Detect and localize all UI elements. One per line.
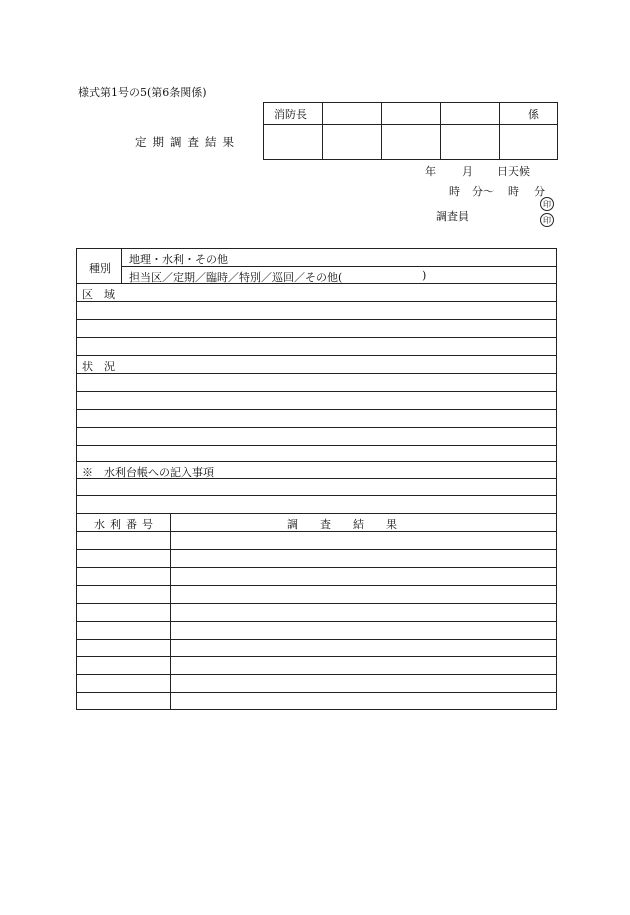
type-categories[interactable]: 地理・水利・その他 xyxy=(129,253,228,266)
date-year-label: 年 xyxy=(425,165,436,178)
status-line[interactable] xyxy=(77,410,556,428)
seal-mark-icon: 印 xyxy=(540,197,554,211)
date-month-label: 月 xyxy=(462,165,473,178)
form-number: 様式第1号の5(第6条関係) xyxy=(78,86,207,99)
seal-mark-icon: 印 xyxy=(540,213,554,227)
results-header-row xyxy=(77,514,556,532)
approval-chief-label: 消防長 xyxy=(264,103,323,125)
results-row[interactable] xyxy=(77,693,556,709)
area-label: 区 域 xyxy=(82,288,115,301)
status-line[interactable] xyxy=(77,428,556,446)
area-line[interactable] xyxy=(77,338,556,356)
stamp-box[interactable] xyxy=(382,125,441,160)
ledger-note-row xyxy=(77,462,556,479)
inspector-label: 調査員 xyxy=(436,210,469,223)
status-line[interactable] xyxy=(77,374,556,392)
ledger-note-label: ※ 水利台帳への記入事項 xyxy=(82,466,214,479)
results-row[interactable] xyxy=(77,550,556,568)
type-inspection-kinds[interactable]: 担当区／定期／臨時／特別／巡回／その他( xyxy=(129,271,343,284)
results-row[interactable] xyxy=(77,532,556,550)
type-label: 種別 xyxy=(89,262,111,275)
status-line[interactable] xyxy=(77,392,556,410)
time-minute-end-label: 分 xyxy=(534,185,545,198)
status-label: 状 況 xyxy=(82,360,115,373)
results-row[interactable] xyxy=(77,640,556,657)
ledger-line[interactable] xyxy=(77,496,556,514)
results-row[interactable] xyxy=(77,622,556,640)
area-line[interactable] xyxy=(77,302,556,320)
time-minute-start-label: 分〜 xyxy=(472,185,494,198)
time-hour-start-label: 時 xyxy=(449,185,460,198)
results-row[interactable] xyxy=(77,586,556,604)
approval-cell[interactable] xyxy=(441,103,500,125)
stamp-box[interactable] xyxy=(441,125,500,160)
approval-cell[interactable] xyxy=(382,103,441,125)
stamp-box[interactable] xyxy=(264,125,323,160)
approval-stamp-table xyxy=(263,102,558,160)
inspection-form-body xyxy=(76,248,557,710)
approval-kakari-label: 係 xyxy=(500,103,558,125)
inspection-result-header: 調 査 結 果 xyxy=(287,518,397,531)
area-line[interactable] xyxy=(77,320,556,338)
stamp-box[interactable] xyxy=(323,125,382,160)
ledger-line[interactable] xyxy=(77,479,556,496)
time-hour-end-label: 時 xyxy=(508,185,519,198)
water-number-header: 水利番号 xyxy=(94,518,158,531)
results-row[interactable] xyxy=(77,604,556,622)
type-other-close-paren: ) xyxy=(422,269,427,282)
results-row[interactable] xyxy=(77,657,556,675)
area-header-row xyxy=(77,284,556,302)
status-line[interactable] xyxy=(77,446,556,462)
form-title: 定期調査結果 xyxy=(135,135,240,149)
results-column-divider xyxy=(170,514,171,709)
results-row[interactable] xyxy=(77,568,556,586)
status-header-row xyxy=(77,356,556,374)
stamp-box[interactable] xyxy=(500,125,558,160)
approval-cell[interactable] xyxy=(323,103,382,125)
date-day-weather-label: 日天候 xyxy=(497,165,530,178)
type-row xyxy=(77,249,556,284)
results-row[interactable] xyxy=(77,675,556,693)
